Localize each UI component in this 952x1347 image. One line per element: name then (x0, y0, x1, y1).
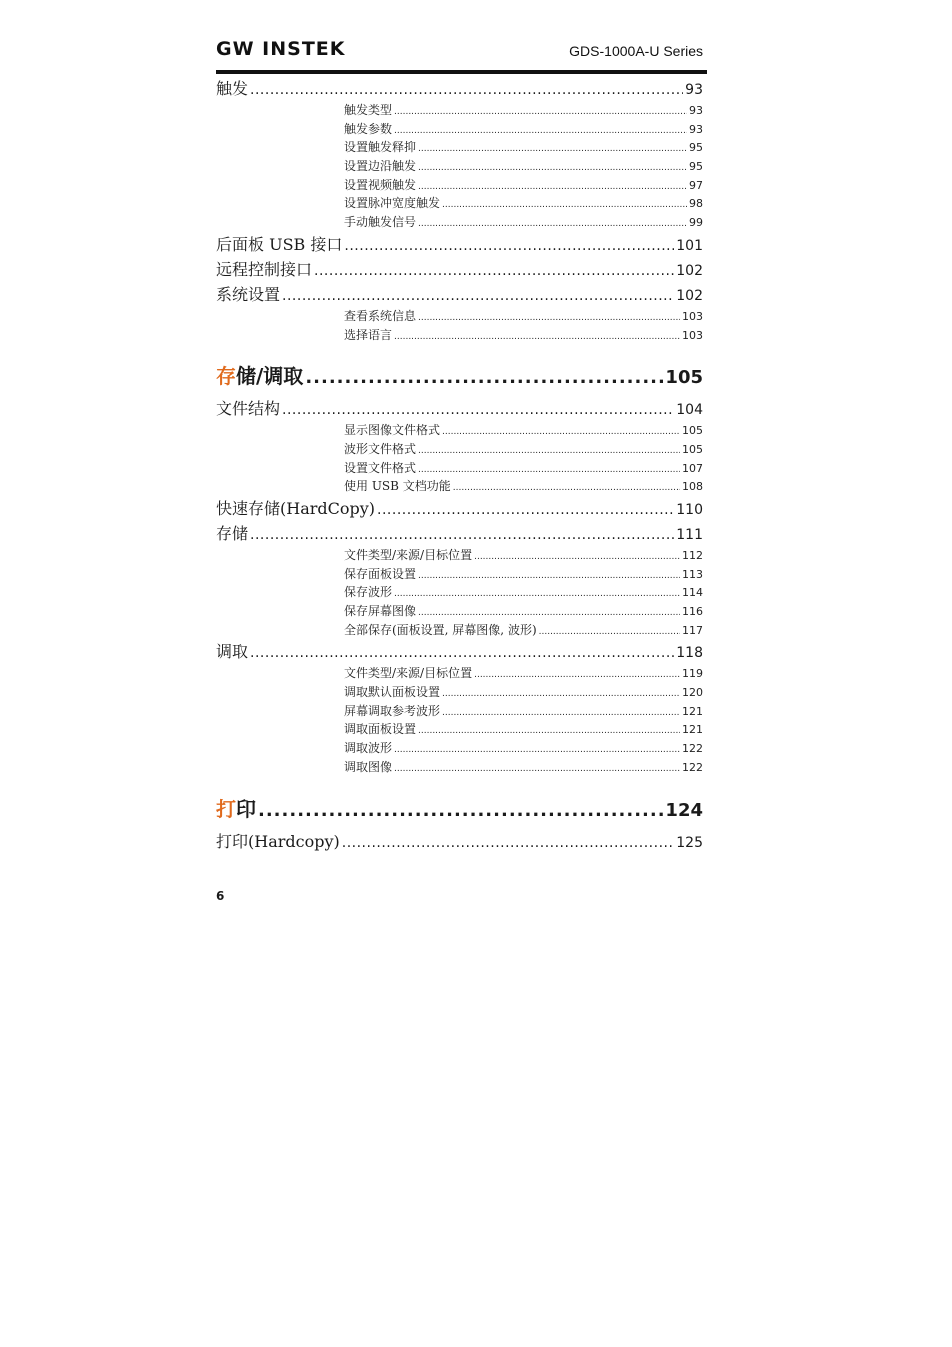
dot-leader (394, 332, 680, 342)
toc-subsection[interactable] (344, 683, 703, 702)
chapter-initial: 存 (216, 364, 236, 389)
dot-leader (282, 288, 674, 304)
dot-leader (394, 764, 680, 774)
toc-page-number: 93 (689, 104, 703, 117)
toc-page-number: 118 (676, 645, 703, 662)
toc-page-number: 114 (682, 586, 703, 600)
toc-entry-title: 调取 (216, 642, 249, 662)
toc-page-number: 111 (676, 526, 703, 543)
toc-page-number: 105 (682, 424, 703, 438)
toc-subsection[interactable] (344, 138, 703, 157)
toc-entry-title: 文件类型/来源/目标位置 (344, 547, 473, 562)
toc-entry-title: 调取图像 (344, 759, 393, 774)
toc-entry-title: 调取波形 (344, 741, 393, 756)
toc-page-number: 93 (685, 82, 703, 98)
toc-entry-title: 触发类型 (344, 103, 393, 117)
toc-subsection[interactable] (344, 702, 703, 721)
dot-leader (250, 527, 674, 543)
dot-leader (418, 446, 680, 456)
toc-page-number: 98 (689, 197, 703, 211)
toc-subsection[interactable] (344, 157, 703, 176)
toc-section[interactable] (216, 521, 703, 546)
toc-subsection[interactable] (344, 546, 703, 565)
toc-page-number: 125 (676, 834, 703, 851)
toc-page-number: 104 (676, 402, 703, 419)
toc-section[interactable] (216, 496, 703, 521)
toc-page-number: 122 (682, 742, 703, 756)
dot-leader (342, 835, 675, 851)
toc-page-number: 99 (689, 216, 703, 230)
toc-chapter[interactable] (216, 793, 703, 829)
toc-entry-title: 保存屏幕图像 (344, 604, 417, 618)
dot-leader (305, 367, 663, 388)
dot-leader (418, 726, 680, 736)
toc-page-number: 103 (682, 328, 703, 342)
toc-entry-title: 选择语言 (344, 327, 393, 342)
toc-page-number: 108 (682, 480, 703, 494)
toc-chapter-title (216, 360, 303, 389)
toc-page-number: 105 (665, 367, 703, 389)
toc-entry-title: 触发 (216, 79, 249, 98)
toc-entry-title: 保存波形 (344, 585, 393, 600)
toc-chapter[interactable] (216, 360, 703, 396)
dot-leader (394, 589, 680, 599)
page-number: 6 (216, 889, 225, 903)
dot-leader (344, 238, 674, 254)
toc-chapter-title (216, 793, 256, 822)
toc-subsection[interactable] (344, 101, 703, 120)
page-header (216, 36, 707, 74)
dot-leader (282, 402, 674, 418)
toc-entry-title: 设置触发释抑 (344, 140, 417, 155)
dot-leader (394, 745, 680, 755)
toc-section[interactable] (216, 282, 703, 307)
toc-entry-title: 设置文件格式 (344, 460, 417, 475)
toc-page-number: 102 (676, 287, 703, 304)
dot-leader (394, 126, 687, 136)
dot-leader (442, 427, 680, 437)
toc-entry-title: 存储 (216, 523, 249, 543)
toc-section[interactable] (216, 639, 703, 664)
toc-entry-title: 文件类型/来源/目标位置 (344, 666, 473, 681)
table-of-contents (216, 76, 703, 854)
toc-subsection[interactable] (344, 307, 703, 326)
dot-leader (418, 608, 680, 618)
dot-leader (377, 502, 674, 518)
toc-section[interactable] (216, 232, 703, 257)
toc-subsection[interactable] (344, 120, 703, 139)
toc-subsection[interactable] (344, 602, 703, 621)
toc-entry-title: 波形文件格式 (344, 441, 417, 456)
series-title: GDS-1000A-U Series (569, 43, 703, 59)
toc-page-number: 110 (676, 501, 703, 518)
toc-entry-title: 调取默认面板设置 (344, 685, 441, 700)
toc-subsection[interactable] (344, 739, 703, 758)
toc-section[interactable] (216, 396, 703, 421)
chapter-rest: 印 (236, 796, 256, 821)
dot-leader (442, 708, 680, 718)
toc-entry-title: 调取面板设置 (344, 722, 417, 737)
toc-page-number: 112 (682, 548, 703, 562)
dot-leader (418, 219, 687, 229)
toc-page-number: 101 (676, 237, 703, 254)
toc-entry-title: 手动触发信号 (344, 215, 417, 230)
toc-entry-title: 快速存储(HardCopy) (216, 498, 376, 518)
toc-page-number: 97 (689, 178, 703, 192)
gw-instek-logo: GW INSTEK (216, 38, 346, 60)
dot-leader (250, 645, 674, 661)
toc-entry-title: 文件结构 (216, 399, 281, 419)
toc-section[interactable] (216, 76, 703, 101)
toc-section[interactable] (216, 257, 703, 282)
toc-page-number: 107 (682, 461, 703, 475)
chapter-rest: 储/调取 (236, 364, 304, 389)
toc-page-number: 95 (689, 160, 703, 174)
toc-page-number: 119 (682, 667, 703, 681)
toc-page-number: 117 (682, 623, 703, 637)
dot-leader (442, 200, 687, 210)
toc-subsection[interactable] (344, 459, 703, 478)
toc-entry-title: 屏幕调取参考波形 (344, 703, 441, 718)
toc-subsection[interactable] (344, 176, 703, 195)
dot-leader (539, 627, 680, 637)
dot-leader (418, 465, 680, 475)
toc-entry-title: 查看系统信息 (344, 308, 417, 323)
toc-entry-title: 系统设置 (216, 284, 281, 304)
toc-subsection[interactable] (344, 421, 703, 440)
dot-leader (442, 689, 680, 699)
toc-entry-title: 设置脉冲宽度触发 (344, 196, 441, 211)
dot-leader (418, 163, 687, 173)
dot-leader (418, 144, 687, 154)
toc-subsection[interactable] (344, 565, 703, 584)
toc-subsection[interactable] (344, 213, 703, 232)
chapter-initial: 打 (216, 796, 236, 821)
toc-entry-title: 打印(Hardcopy) (216, 831, 340, 851)
toc-entry-title: 全部保存(面板设置, 屏幕图像, 波形) (344, 622, 537, 637)
toc-subsection[interactable] (344, 194, 703, 213)
dot-leader (418, 182, 687, 192)
toc-subsection[interactable] (344, 621, 703, 640)
toc-page-number: 124 (665, 799, 703, 821)
dot-leader (418, 313, 680, 323)
dot-leader (258, 800, 663, 821)
toc-page-number: 121 (682, 704, 703, 718)
toc-page-number: 95 (689, 141, 703, 155)
toc-subsection[interactable] (344, 326, 703, 345)
toc-page-number: 103 (682, 309, 703, 323)
toc-entry-title: 保存面板设置 (344, 566, 417, 581)
toc-subsection[interactable] (344, 758, 703, 777)
toc-page-number: 120 (682, 686, 703, 700)
toc-page-number: 105 (682, 442, 703, 456)
toc-entry-title: 后面板 USB 接口 (216, 234, 343, 254)
dot-leader (474, 670, 680, 680)
toc-entry-title: 设置边沿触发 (344, 159, 417, 174)
toc-entry-title: 显示图像文件格式 (344, 423, 441, 438)
toc-entry-title: 远程控制接口 (216, 259, 313, 279)
toc-subsection[interactable] (344, 720, 703, 739)
toc-entry-title: 触发参数 (344, 121, 393, 136)
dot-leader (394, 107, 687, 117)
toc-page-number: 102 (676, 262, 703, 279)
toc-section[interactable] (216, 829, 703, 854)
toc-subsection[interactable] (344, 440, 703, 459)
toc-page-number: 116 (682, 605, 703, 618)
dot-leader (314, 263, 674, 279)
toc-page-number: 93 (689, 122, 703, 136)
dot-leader (474, 552, 680, 562)
dot-leader (418, 571, 680, 581)
toc-page-number: 121 (682, 723, 703, 737)
toc-page-number: 113 (682, 567, 703, 581)
toc-entry-title: 使用 USB 文档功能 (344, 479, 451, 494)
dot-leader (453, 483, 680, 493)
dot-leader (250, 82, 683, 98)
toc-subsection[interactable] (344, 583, 703, 602)
toc-subsection[interactable] (344, 664, 703, 683)
toc-entry-title: 设置视频触发 (344, 177, 417, 192)
toc-page-number: 122 (682, 760, 703, 774)
toc-subsection[interactable] (344, 477, 703, 496)
